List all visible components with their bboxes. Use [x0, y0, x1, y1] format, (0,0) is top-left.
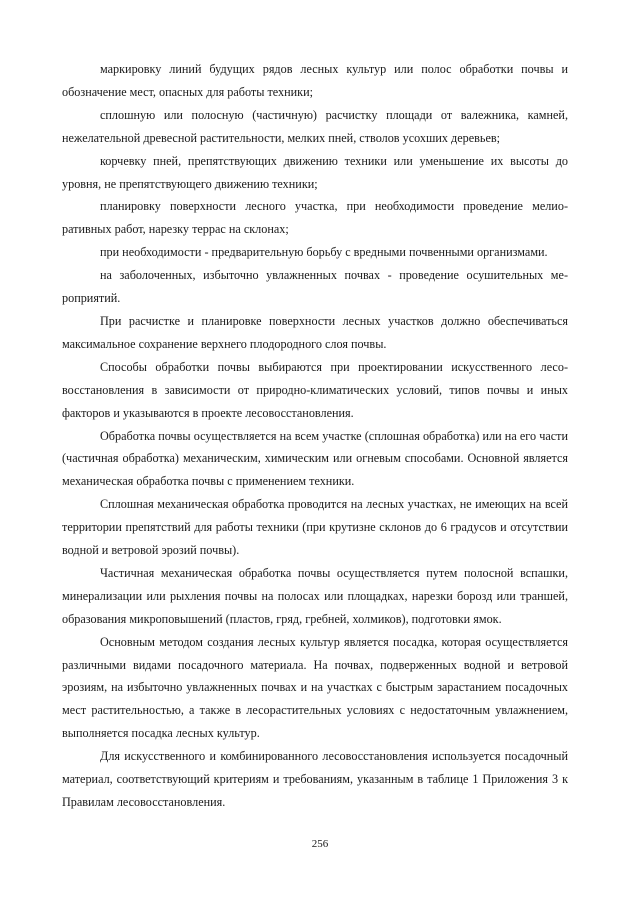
body-text: [62, 58, 568, 814]
paragraph-1: маркировку линий будущих рядов лесных культур или полос обработки почвы и обозначение мест, опасных для работы техники;: [62, 62, 568, 99]
paragraph-10: Сплошная механическая обработка проводится на лесных участках, не имеющих на всей территории препятствий для работы техники (при крутизне склонов до 6 градусов и отсутствии водной и ветровой эрозий почвы).: [62, 497, 568, 558]
paragraph-7: При расчистке и планировке поверхности лесных участков должно обеспечиваться максимальное сохранение верхнего плодородного слоя почвы.: [62, 313, 568, 351]
paragraph-13: Для искусственного и комбинированного лесовосстановления используется посадочный материал, соответствующий критериям и требованиям, указанным в таблице 1 Приложения 3 к Правилам лесовосстановления.: [62, 749, 568, 809]
paragraph-8: Способы обработки почвы выбираются при проектировании искусственного лесовосстановления в зависимости от природно-климатических условий, типов почвы и иных факторов и указываются в проекте лесовосстановления.: [62, 359, 568, 420]
paragraph-5: при необходимости - предварительную борьбу с вредными почвенными организмами.: [100, 245, 548, 260]
paragraph-6: на заболоченных, избыточно увлажненных почвах - проведение осушительных мероприятий.: [62, 268, 568, 306]
paragraph-11: Частичная механическая обработка почвы осуществляется путем полосной вспашки, минерализации или рыхления почвы на полосах или площадках, нарезки борозд или траншей, образования микроповышений (пластов, гряд, гребней, холмиков), подготовки ямок.: [62, 565, 568, 626]
paragraph-9: Обработка почвы осуществляется на всем участке (сплошная обработка) или на его части (частичная обработка) механическим, химическим или огневым способами. Основной является механическая обработка почвы с применением техники.: [62, 428, 568, 489]
paragraph-2: сплошную или полосную (частичную) расчистку площади от валежника, камней, нежелательной древесной растительности, мелких пней, стволов усохших деревьев;: [62, 107, 568, 145]
paragraph-4: планировку поверхности лесного участка, при необходимости проведение мелиоративных работ, нарезку террас на склонах;: [62, 199, 568, 237]
paragraph-3: корчевку пней, препятствующих движению техники или уменьшение их высоты до уровня, не препятствующего движению техники;: [62, 153, 568, 191]
paragraph-12: Основным методом создания лесных культур является посадка, которая осуществляется различными видами посадочного материала. На почвах, подверженных водной и ветровой эрозиям, на избыточно увлажненных почвах и на участках с быстрым зарастанием посадочных мест растительностью, а также в лесорастительных условиях с недостаточным увлажнением, выполняется посадка лесных культур.: [62, 634, 568, 741]
page-number: 256: [311, 838, 329, 850]
